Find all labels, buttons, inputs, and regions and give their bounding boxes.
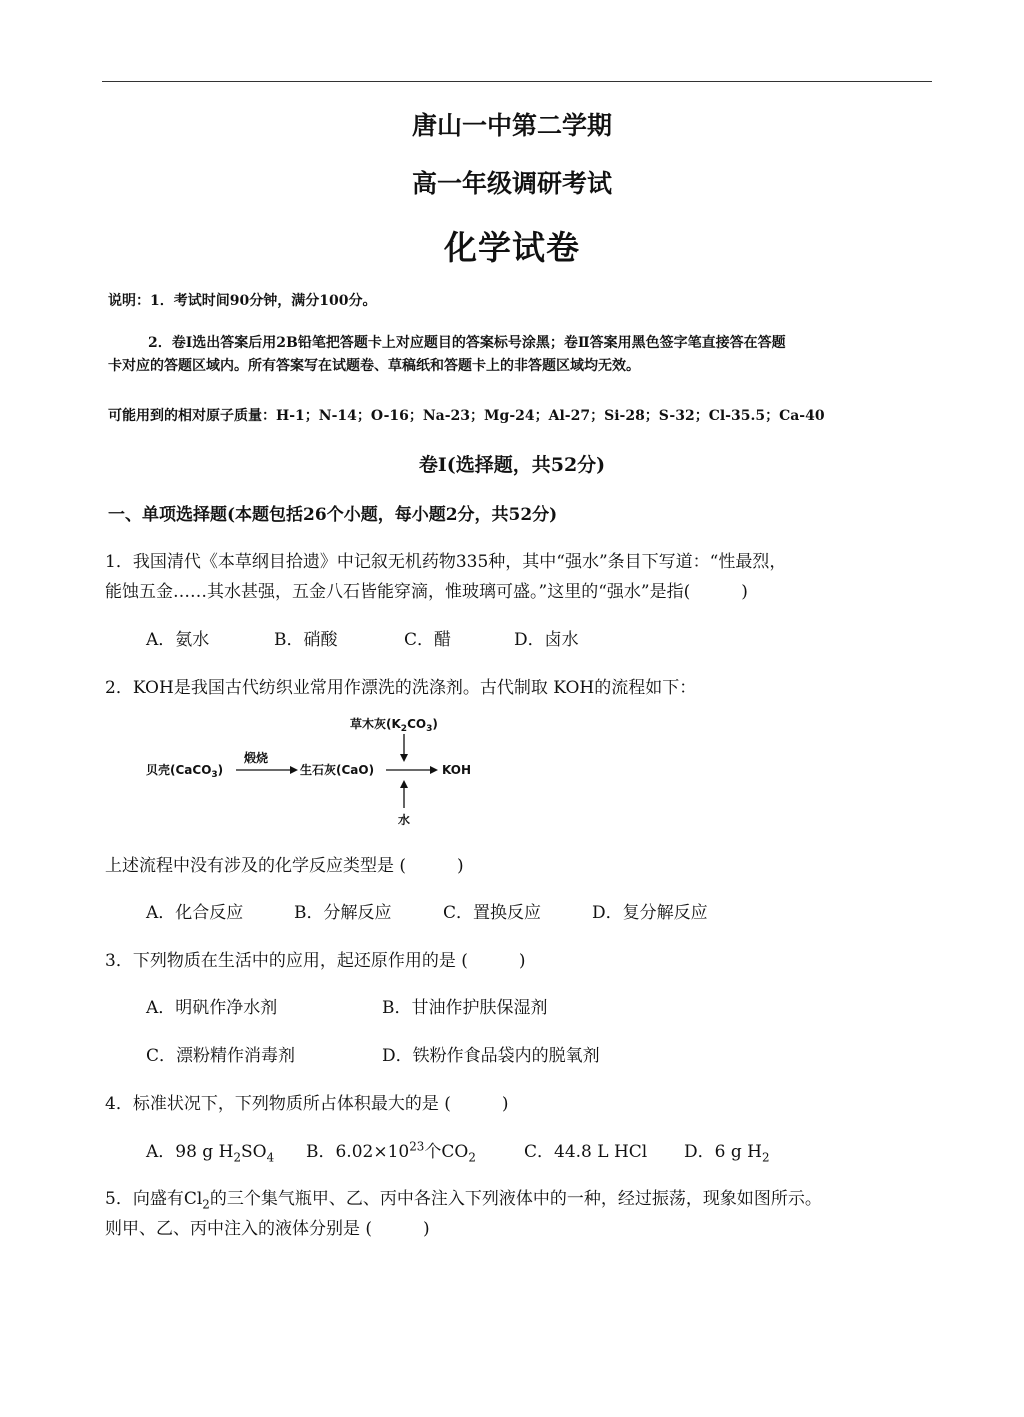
flow-arrow-2-head [430, 766, 438, 774]
flow-arrow-1-head [290, 766, 298, 774]
q4-option-d: D．6 g $H_2$ [684, 1142, 770, 1165]
q3-option-d: D．铁粉作食品袋内的脱氧剂 [382, 1046, 600, 1066]
q1-option-c: C．醋 [404, 630, 452, 650]
q4-option-b: B．$6.02\times 10^{23}$个$CO_2$ [306, 1139, 476, 1165]
flow-water-label: 水 [398, 813, 411, 827]
q2-option-d: D．复分解反应 [592, 903, 708, 923]
q4-option-a: A．98 g $H_2SO_4$ [146, 1142, 275, 1165]
instructions-line-3: 卡对应的答题区域内。所有答案写在试题卷、草稿纸和答题卡上的非答题区域均无效。 [108, 358, 640, 374]
volume-1-title: 卷Ⅰ(选择题，共52分) [418, 454, 606, 476]
flow-arrow-up-head [400, 780, 408, 788]
q3-stem: 3．下列物质在生活中的应用，起还原作用的是 ( ) [105, 951, 526, 971]
flow-calcine-label: 煅烧 [244, 751, 269, 765]
q4-stem: 4．标准状况下，下列物质所占体积最大的是 ( ) [105, 1094, 509, 1114]
section-1-title: 一、单项选择题(本题包括26个小题，每小题2分，共52分) [108, 505, 558, 525]
header-rule [102, 81, 932, 82]
q3-option-c: C．漂粉精作消毒剂 [146, 1046, 296, 1066]
q2-option-b: B．分解反应 [294, 903, 392, 923]
flow-plant-ash-label: 草木灰$(K_2CO_3)$ [350, 717, 438, 734]
q5-stem-line-1: 5．向盛有$Cl_2$的三个集气瓶甲、乙、丙中各注入下列液体中的一种，经过振荡，现象如图所示。 [105, 1189, 822, 1212]
q1-option-a: A．氨水 [146, 630, 210, 650]
instructions-line-2: 2．卷Ⅰ选出答案后用2B铅笔把答题卡上对应题目的答案标号涂黑；卷Ⅱ答案用黑色签字笔直接答在答题 [148, 335, 786, 351]
q3-option-b: B．甘油作护肤保湿剂 [382, 998, 548, 1018]
instructions-line-1: 说明：1．考试时间90分钟，满分100分。 [108, 293, 377, 309]
q3-option-a: A．明矾作净水剂 [146, 998, 278, 1018]
q2-stem: 2．KOH是我国古代纺织业常用作漂洗的洗涤剂。古代制取 KOH的流程如下： [105, 678, 697, 698]
subject-title: 化学试卷 [444, 228, 580, 267]
flow-arrow-down-head [400, 754, 408, 762]
atomic-masses: 可能用到的相对原子质量：H-1；N-14；O-16；Na-23；Mg-24；Al-27；Si-28；S-32；Cl-35.5；Ca-40 [108, 408, 825, 424]
flow-shell-label: 贝壳(CaCO$_3$) [146, 763, 224, 780]
q2-after-text: 上述流程中没有涉及的化学反应类型是 ( ) [105, 856, 464, 876]
q2-option-c: C．置换反应 [443, 903, 542, 923]
flow-koh-label: KOH [442, 763, 472, 777]
q2-option-a: A．化合反应 [146, 903, 244, 923]
q4-option-c: C．44.8 L HCl [524, 1142, 648, 1162]
flow-quicklime-label: 生石灰(CaO) [300, 763, 375, 777]
exam-title: 高一年级调研考试 [411, 169, 612, 198]
q5-stem-line-2: 则甲、乙、丙中注入的液体分别是 ( ) [105, 1219, 430, 1239]
school-title: 唐山一中第二学期 [411, 111, 612, 140]
q1-option-b: B．硝酸 [274, 630, 338, 650]
koh-process-flow-diagram [140, 712, 500, 830]
q1-stem-line-2: 能蚀五金……其水甚强，五金八石皆能穿滴，惟玻璃可盛。”这里的“强水”是指( ) [105, 582, 748, 602]
q1-stem-line-1: 1．我国清代《本草纲目拾遗》中记叙无机药物335种，其中“强水”条目下写道：“性最烈， [105, 552, 787, 572]
q1-option-d: D．卤水 [514, 630, 579, 650]
